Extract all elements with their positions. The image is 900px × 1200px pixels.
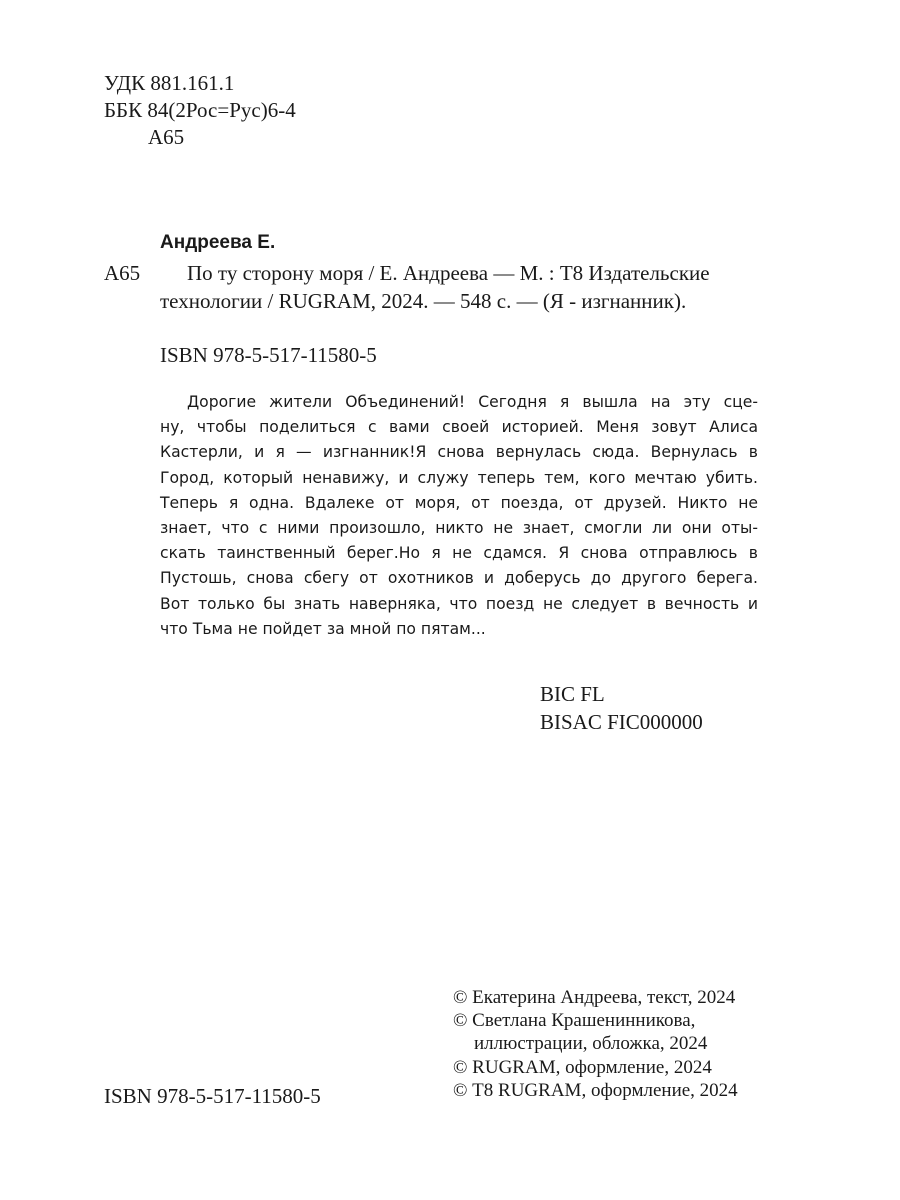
annotation-line: Кастерли, и я — изгнанник!Я снова вернулась сюда. Вернулась в	[160, 443, 758, 462]
annotation-line: Пустошь, снова сбегу от охотников и доберусь до другого берега.	[160, 569, 758, 588]
isbn-record: ISBN 978-5-517-11580-5	[160, 343, 377, 367]
annotation-line: знает, что с ними произошло, никто не знает, смогли ли они оты-	[160, 519, 758, 538]
copyright-block	[453, 986, 783, 1102]
author-heading: Андреева Е.	[160, 232, 276, 253]
margin-author-sign: А65	[104, 261, 141, 285]
annotation-line: Вот только бы знать наверняка, что поезд не следует в вечность и	[160, 594, 758, 613]
udk-code: УДК 881.161.1	[104, 71, 235, 95]
annotation-line: Теперь я одна. Вдалеке от моря, от поезда, от друзей. Никто не	[160, 493, 758, 512]
copyright-line-continuation: иллюстрации, обложка, 2024	[474, 1033, 708, 1055]
bisac-code: BISAC FIC000000	[540, 710, 703, 734]
annotation-line: Дорогие жители Объединений! Сегодня я вышла на эту сце-	[187, 393, 758, 411]
bibliographic-description-line-1: По ту сторону моря / Е. Андреева — М. : Т8 Издательские	[187, 261, 710, 285]
copyright-line: © RUGRAM, оформление, 2024	[453, 1056, 712, 1078]
copyright-line: © Екатерина Андреева, текст, 2024	[453, 987, 736, 1008]
annotation-line: что Тьма не пойдет за мной по пятам...	[160, 619, 486, 638]
bbk-code: ББК 84(2Рос=Рус)6-4	[104, 98, 296, 122]
annotation-line: ну, чтобы поделиться с вами своей историей. Меня зовут Алиса	[160, 418, 758, 437]
isbn-footer: ISBN 978-5-517-11580-5	[104, 1084, 321, 1108]
book-annotation	[160, 390, 758, 642]
copyright-line: © Т8 RUGRAM, оформление, 2024	[453, 1079, 738, 1101]
bibliographic-description-line-2: технологии / RUGRAM, 2024. — 548 с. — (Я - изгнанник).	[160, 289, 687, 313]
author-sign: А65	[148, 125, 185, 149]
bic-code: BIC FL	[540, 682, 605, 706]
copyright-line: © Светлана Крашенинникова,	[453, 1010, 696, 1032]
annotation-line: Город, который ненавижу, и служу теперь тем, кого мечтаю убить.	[160, 468, 758, 487]
annotation-line: скать таинственный берег.Но я не сдамся. Я снова отправлюсь в	[160, 544, 758, 563]
